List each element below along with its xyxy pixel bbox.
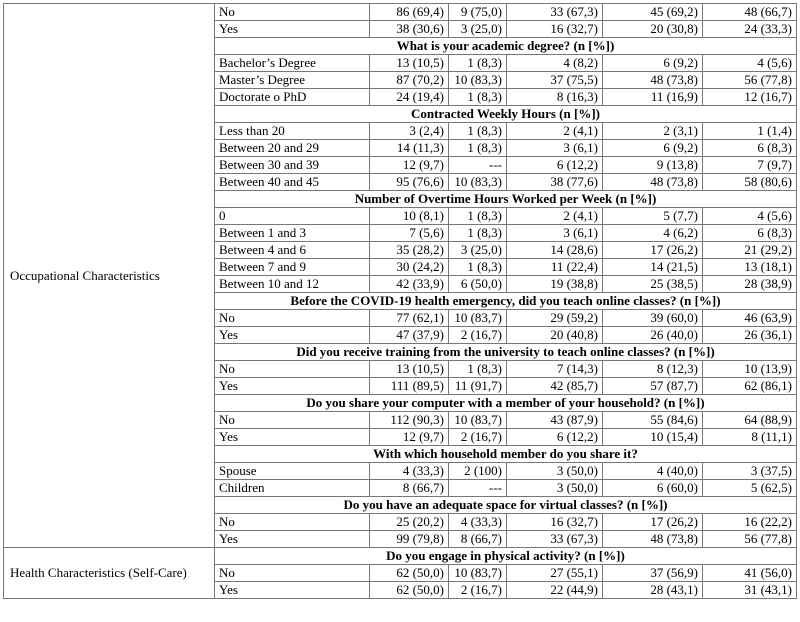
value-cell: 3 (50,0) [507, 463, 603, 480]
value-cell: 1 (8,3) [449, 123, 507, 140]
row-label: Master’s Degree [215, 72, 370, 89]
value-cell: 3 (25,0) [449, 242, 507, 259]
value-cell: 10 (83,3) [449, 174, 507, 191]
value-cell: 2 (16,7) [449, 582, 507, 599]
row-label: Yes [215, 582, 370, 599]
value-cell: 39 (60,0) [603, 310, 703, 327]
value-cell: --- [449, 480, 507, 497]
value-cell: 6 (8,3) [703, 225, 797, 242]
value-cell: 24 (19,4) [370, 89, 449, 106]
value-cell: 38 (77,6) [507, 174, 603, 191]
value-cell: 38 (30,6) [370, 21, 449, 38]
section-question: What is your academic degree? (n [%]) [215, 38, 797, 55]
value-cell: 1 (8,3) [449, 361, 507, 378]
value-cell: 37 (56,9) [603, 565, 703, 582]
value-cell: 14 (21,5) [603, 259, 703, 276]
row-label: No [215, 361, 370, 378]
value-cell: 20 (40,8) [507, 327, 603, 344]
value-cell: 6 (9,2) [603, 140, 703, 157]
value-cell: 95 (76,6) [370, 174, 449, 191]
value-cell: 7 (5,6) [370, 225, 449, 242]
value-cell: 4 (33,3) [370, 463, 449, 480]
value-cell: 33 (67,3) [507, 4, 603, 21]
value-cell: 62 (86,1) [703, 378, 797, 395]
value-cell: 2 (4,1) [507, 208, 603, 225]
value-cell: 47 (37,9) [370, 327, 449, 344]
row-label: Yes [215, 327, 370, 344]
value-cell: 12 (16,7) [703, 89, 797, 106]
value-cell: 16 (32,7) [507, 21, 603, 38]
value-cell: 41 (56,0) [703, 565, 797, 582]
value-cell: 56 (77,8) [703, 531, 797, 548]
value-cell: 10 (83,7) [449, 565, 507, 582]
value-cell: 4 (40,0) [603, 463, 703, 480]
section-question: Do you share your computer with a member of your household? (n [%]) [215, 395, 797, 412]
value-cell: 46 (63,9) [703, 310, 797, 327]
value-cell: 3 (25,0) [449, 21, 507, 38]
value-cell: 12 (9,7) [370, 157, 449, 174]
value-cell: 4 (5,6) [703, 208, 797, 225]
value-cell: 16 (32,7) [507, 514, 603, 531]
section-question: Contracted Weekly Hours (n [%]) [215, 106, 797, 123]
value-cell: 77 (62,1) [370, 310, 449, 327]
value-cell: 1 (8,3) [449, 259, 507, 276]
row-label: Between 30 and 39 [215, 157, 370, 174]
value-cell: 8 (12,3) [603, 361, 703, 378]
value-cell: 86 (69,4) [370, 4, 449, 21]
value-cell: 11 (91,7) [449, 378, 507, 395]
value-cell: 56 (77,8) [703, 72, 797, 89]
value-cell: 2 (100) [449, 463, 507, 480]
row-label: Between 10 and 12 [215, 276, 370, 293]
value-cell: 3 (6,1) [507, 225, 603, 242]
value-cell: 10 (83,7) [449, 412, 507, 429]
row-label: Between 7 and 9 [215, 259, 370, 276]
value-cell: 55 (84,6) [603, 412, 703, 429]
value-cell: 5 (7,7) [603, 208, 703, 225]
section-header-row [4, 548, 797, 565]
value-cell: 57 (87,7) [603, 378, 703, 395]
row-label: No [215, 310, 370, 327]
value-cell: 2 (16,7) [449, 327, 507, 344]
value-cell: 42 (85,7) [507, 378, 603, 395]
value-cell: 1 (8,3) [449, 225, 507, 242]
value-cell: 20 (30,8) [603, 21, 703, 38]
value-cell: 1 (8,3) [449, 208, 507, 225]
value-cell: 111 (89,5) [370, 378, 449, 395]
row-label: Yes [215, 21, 370, 38]
row-label: Bachelor’s Degree [215, 55, 370, 72]
group-label-health: Health Characteristics (Self-Care) [4, 548, 215, 599]
value-cell: 26 (36,1) [703, 327, 797, 344]
value-cell: 13 (10,5) [370, 361, 449, 378]
value-cell: 42 (33,9) [370, 276, 449, 293]
value-cell: 2 (3,1) [603, 123, 703, 140]
table-body [4, 4, 797, 599]
value-cell: 13 (18,1) [703, 259, 797, 276]
value-cell: 8 (16,3) [507, 89, 603, 106]
value-cell: 24 (33,3) [703, 21, 797, 38]
row-label: Between 20 and 29 [215, 140, 370, 157]
value-cell: 45 (69,2) [603, 4, 703, 21]
row-label: 0 [215, 208, 370, 225]
value-cell: 14 (11,3) [370, 140, 449, 157]
value-cell: 10 (15,4) [603, 429, 703, 446]
value-cell: 99 (79,8) [370, 531, 449, 548]
value-cell: 1 (8,3) [449, 89, 507, 106]
value-cell: 7 (14,3) [507, 361, 603, 378]
value-cell: 4 (33,3) [449, 514, 507, 531]
value-cell: --- [449, 157, 507, 174]
value-cell: 11 (16,9) [603, 89, 703, 106]
row-label: Yes [215, 429, 370, 446]
value-cell: 5 (62,5) [703, 480, 797, 497]
value-cell: 28 (38,9) [703, 276, 797, 293]
value-cell: 16 (22,2) [703, 514, 797, 531]
value-cell: 3 (2,4) [370, 123, 449, 140]
value-cell: 2 (16,7) [449, 429, 507, 446]
value-cell: 37 (75,5) [507, 72, 603, 89]
row-label: Children [215, 480, 370, 497]
value-cell: 27 (55,1) [507, 565, 603, 582]
row-label: No [215, 4, 370, 21]
value-cell: 35 (28,2) [370, 242, 449, 259]
value-cell: 7 (9,7) [703, 157, 797, 174]
value-cell: 17 (26,2) [603, 514, 703, 531]
table-row [4, 4, 797, 21]
value-cell: 87 (70,2) [370, 72, 449, 89]
value-cell: 64 (88,9) [703, 412, 797, 429]
value-cell: 58 (80,6) [703, 174, 797, 191]
value-cell: 10 (13,9) [703, 361, 797, 378]
value-cell: 62 (50,0) [370, 582, 449, 599]
value-cell: 28 (43,1) [603, 582, 703, 599]
value-cell: 1 (8,3) [449, 55, 507, 72]
value-cell: 9 (75,0) [449, 4, 507, 21]
value-cell: 10 (83,7) [449, 310, 507, 327]
value-cell: 10 (8,1) [370, 208, 449, 225]
row-label: No [215, 514, 370, 531]
value-cell: 19 (38,8) [507, 276, 603, 293]
value-cell: 21 (29,2) [703, 242, 797, 259]
section-question: With which household member do you share it? [215, 446, 797, 463]
data-table [3, 3, 797, 599]
value-cell: 14 (28,6) [507, 242, 603, 259]
value-cell: 48 (73,8) [603, 72, 703, 89]
group-label-occupational: Occupational Characteristics [4, 4, 215, 548]
value-cell: 6 (50,0) [449, 276, 507, 293]
value-cell: 4 (8,2) [507, 55, 603, 72]
value-cell: 6 (12,2) [507, 429, 603, 446]
value-cell: 1 (8,3) [449, 140, 507, 157]
value-cell: 8 (11,1) [703, 429, 797, 446]
value-cell: 43 (87,9) [507, 412, 603, 429]
value-cell: 33 (67,3) [507, 531, 603, 548]
value-cell: 29 (59,2) [507, 310, 603, 327]
value-cell: 13 (10,5) [370, 55, 449, 72]
value-cell: 26 (40,0) [603, 327, 703, 344]
value-cell: 8 (66,7) [370, 480, 449, 497]
value-cell: 1 (1,4) [703, 123, 797, 140]
value-cell: 11 (22,4) [507, 259, 603, 276]
value-cell: 4 (5,6) [703, 55, 797, 72]
section-question: Before the COVID-19 health emergency, did you teach online classes? (n [%]) [215, 293, 797, 310]
row-label: Doctorate o PhD [215, 89, 370, 106]
row-label: Yes [215, 531, 370, 548]
row-label: No [215, 565, 370, 582]
row-label: Spouse [215, 463, 370, 480]
value-cell: 12 (9,7) [370, 429, 449, 446]
value-cell: 25 (38,5) [603, 276, 703, 293]
section-question: Number of Overtime Hours Worked per Week (n [%]) [215, 191, 797, 208]
row-label: Less than 20 [215, 123, 370, 140]
value-cell: 48 (73,8) [603, 531, 703, 548]
value-cell: 8 (66,7) [449, 531, 507, 548]
value-cell: 48 (73,8) [603, 174, 703, 191]
value-cell: 6 (8,3) [703, 140, 797, 157]
row-label: No [215, 412, 370, 429]
value-cell: 3 (50,0) [507, 480, 603, 497]
row-label: Between 40 and 45 [215, 174, 370, 191]
section-question: Did you receive training from the university to teach online classes? (n [%]) [215, 344, 797, 361]
value-cell: 3 (37,5) [703, 463, 797, 480]
value-cell: 25 (20,2) [370, 514, 449, 531]
value-cell: 17 (26,2) [603, 242, 703, 259]
value-cell: 2 (4,1) [507, 123, 603, 140]
value-cell: 112 (90,3) [370, 412, 449, 429]
value-cell: 3 (6,1) [507, 140, 603, 157]
value-cell: 30 (24,2) [370, 259, 449, 276]
value-cell: 6 (60,0) [603, 480, 703, 497]
value-cell: 10 (83,3) [449, 72, 507, 89]
value-cell: 31 (43,1) [703, 582, 797, 599]
row-label: Yes [215, 378, 370, 395]
section-question: Do you engage in physical activity? (n [%]) [215, 548, 797, 565]
value-cell: 9 (13,8) [603, 157, 703, 174]
row-label: Between 4 and 6 [215, 242, 370, 259]
value-cell: 48 (66,7) [703, 4, 797, 21]
section-question: Do you have an adequate space for virtual classes? (n [%]) [215, 497, 797, 514]
value-cell: 62 (50,0) [370, 565, 449, 582]
row-label: Between 1 and 3 [215, 225, 370, 242]
value-cell: 6 (12,2) [507, 157, 603, 174]
value-cell: 4 (6,2) [603, 225, 703, 242]
value-cell: 22 (44,9) [507, 582, 603, 599]
value-cell: 6 (9,2) [603, 55, 703, 72]
